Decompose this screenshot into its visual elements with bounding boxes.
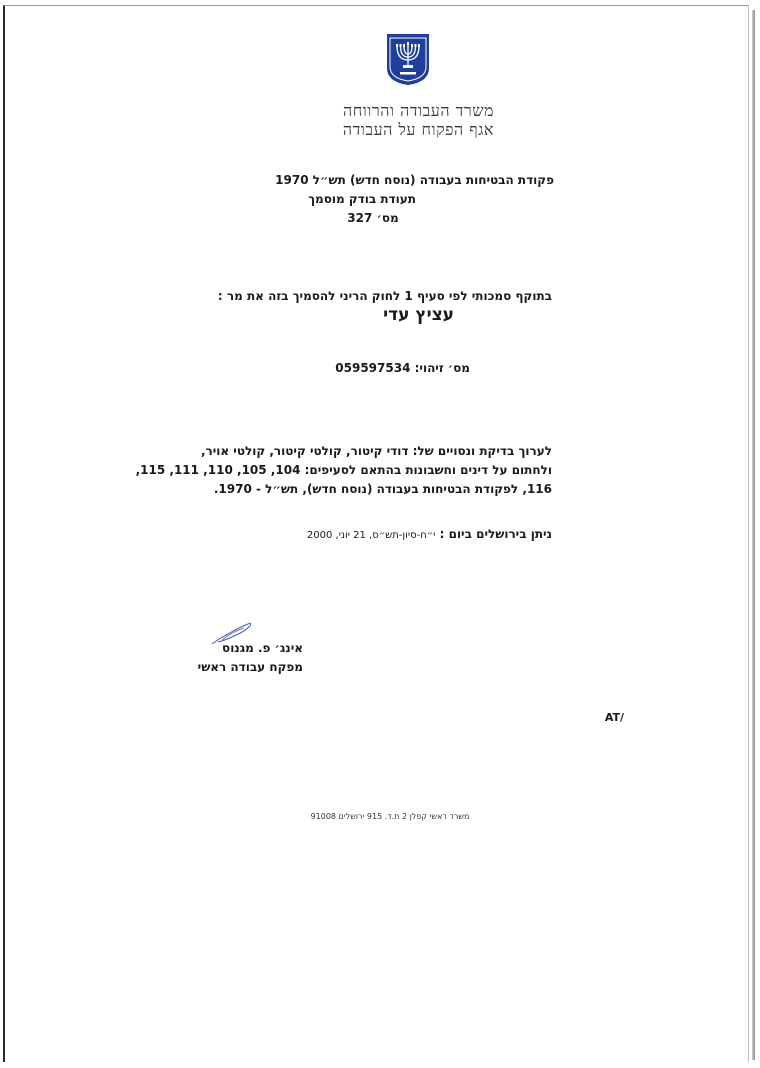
- issue-label: ניתן בירושלים ביום :: [439, 527, 552, 541]
- body-line-2: ולחתום על דינים וחשבונות בהתאם לסעיפים: 104, 105, 110, 111, 115,: [135, 463, 552, 477]
- state-emblem-icon: [384, 32, 432, 86]
- authorization-intro: בתוקף סמכותי לפי סעיף 1 לחוק הריני להסמיך בזה את מר :: [217, 289, 552, 303]
- page-edge-shadow: [752, 10, 755, 1060]
- department-name: אגף הפקוח על העבודה: [342, 120, 494, 139]
- ministry-name: משרד העבודה והרווחה: [342, 101, 494, 120]
- ordinance-title: פקודת הבטיחות בעבודה (נוסח חדש) תש״ל 1970: [275, 173, 554, 187]
- typist-initials: AT/: [604, 711, 624, 724]
- issue-date-line: [306, 527, 552, 541]
- footer-address: משרד ראשי קפלן 2 ת.ד. 915 ירושלים 91008: [310, 812, 470, 821]
- body-line-3: 116, לפקודת הבטיחות בעבודה (נוסח חדש), תש״ל - 1970.: [213, 482, 552, 496]
- signer-title: מפקח עבודה ראשי: [197, 660, 303, 674]
- certified-person-name: עציץ עדי: [383, 305, 454, 325]
- certificate-number: מס׳ 327: [347, 211, 399, 225]
- body-line-1: לערוך בדיקת ונסויים של: דודי קיטור, קולטי קיטור, קולטי אויר,: [200, 444, 552, 458]
- signer-name: אינג׳ פ. מגנוס: [222, 641, 303, 655]
- certificate-title: תעודת בודק מוסמך: [308, 192, 416, 206]
- issue-date: י״ח-סיון-תש״ס, 21 יוני, 2000: [306, 530, 436, 541]
- id-number: מס׳ זיהוי: 059597534: [335, 361, 470, 375]
